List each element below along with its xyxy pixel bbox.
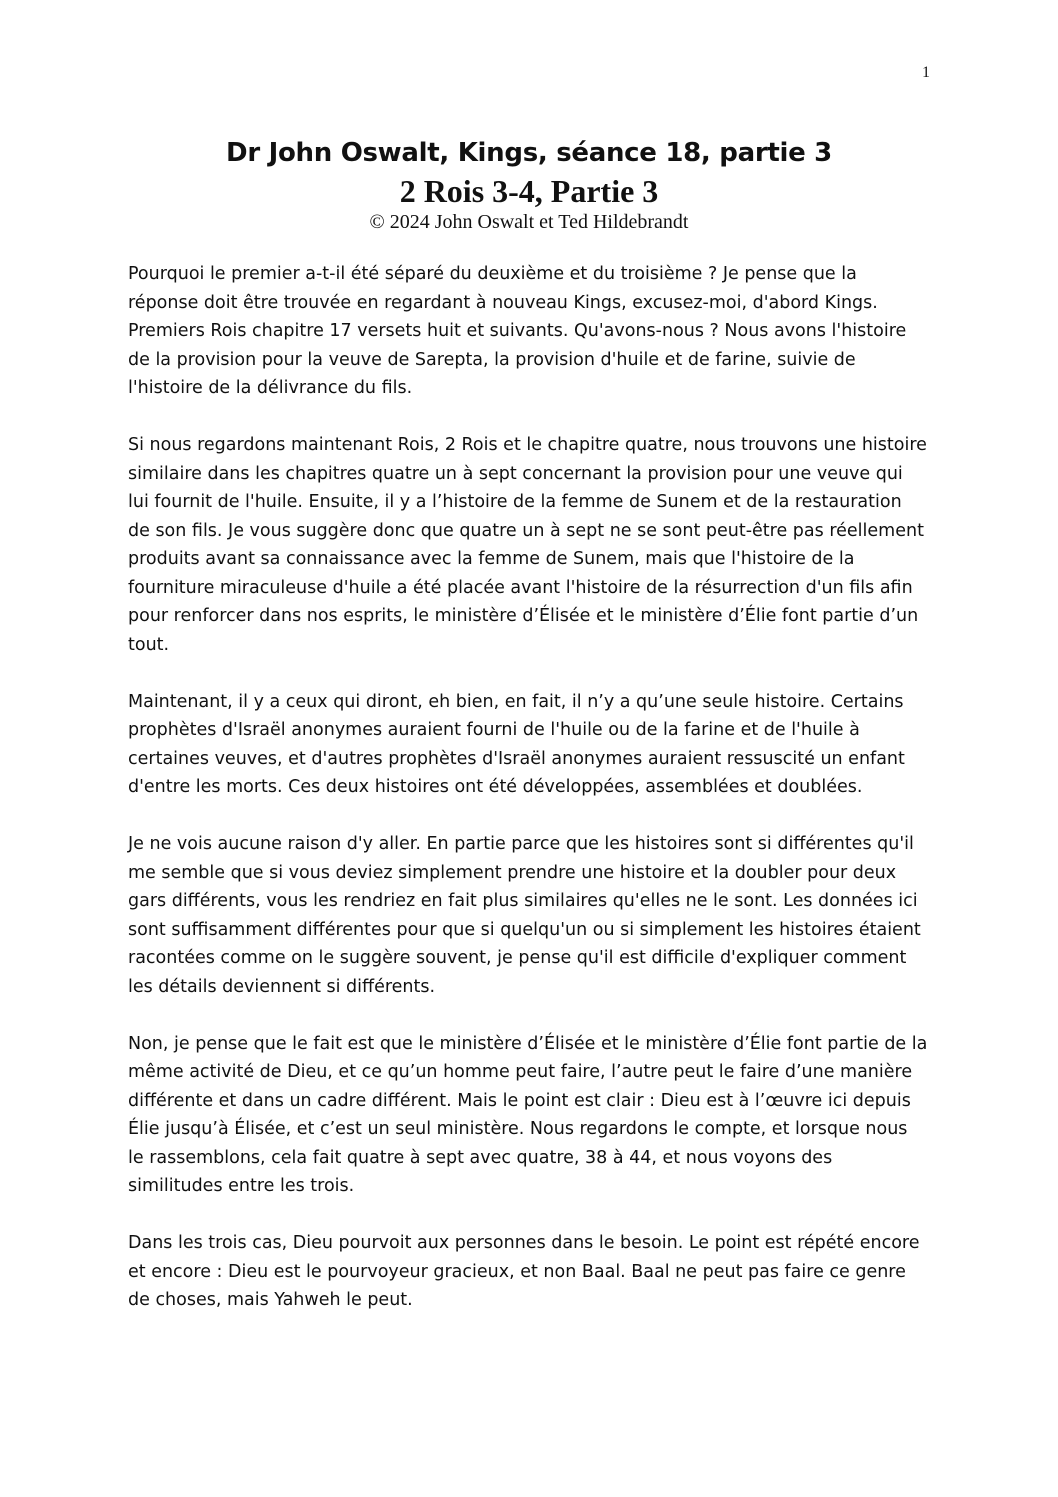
paragraph: Pourquoi le premier a-t-il été séparé du deuxième et du troisième ? Je pense que la réponse doit être trouvée en regardant à nouveau Kings, excusez-moi, d'abord Kings. Premiers Rois chapitre 17 versets huit et suivants. Qu'avons-nous ? Nous avons l'histoire de la provision pour la veuve de Sarepta, la provision d'huile et de farine, suivie de l'histoire de la délivrance du fils. [128, 264, 907, 398]
paragraph: Je ne vois aucune raison d'y aller. En partie parce que les histoires sont si différentes qu'il me semble que si vous deviez simplement prendre une histoire et la doubler pour deux gars différents, vous les rendriez en fait plus similaires qu'elles ne le sont. Les données ici sont suffisamment différentes pour que si quelqu'un ou si simplement les histoires étaient racontées comme on le suggère souvent, je pense qu'il est difficile d'expliquer comment les détails deviennent si différents. [128, 834, 921, 997]
document-subtitle: 2 Rois 3-4, Partie 3 [399, 173, 659, 209]
paragraph: Dans les trois cas, Dieu pourvoit aux personnes dans le besoin. Le point est répété encore et encore : Dieu est le pourvoyeur gracieux, et non Baal. Baal ne peut pas faire ce genre de choses, mais Yahweh le peut. [128, 1233, 920, 1310]
document-title: Dr John Oswalt, Kings, séance 18, partie 3 [226, 138, 832, 168]
paragraph: Si nous regardons maintenant Rois, 2 Rois et le chapitre quatre, nous trouvons une histoire similaire dans les chapitres quatre un à sept concernant la provision pour une veuve qui lui fournit de l'huile. Ensuite, il y a l’histoire de la femme de Sunem et de la restauration de son fils. Je vous suggère donc que quatre un à sept ne se sont peut-être pas réellement produits avant sa connaissance avec la femme de Sunem, mais que l'histoire de la fourniture miraculeuse d'huile a été placée avant l'histoire de la résurrection d'un fils afin pour renforcer dans nos esprits, le ministère d’Élisée et le ministère d’Élie font partie d’un tout. [128, 435, 927, 655]
document-header [0, 134, 1058, 234]
page-number: 1 [922, 64, 930, 81]
copyright-notice: © 2024 John Oswalt et Ted Hildebrandt [369, 211, 689, 233]
document-body [128, 260, 928, 1343]
paragraph: Non, je pense que le fait est que le ministère d’Élisée et le ministère d’Élie font partie de la même activité de Dieu, et ce qu’un homme peut faire, l’autre peut le faire d’une manière différente et dans un cadre différent. Mais le point est clair : Dieu est à l’œuvre ici depuis Élie jusqu’à Élisée, et c’est un seul ministère. Nous regardons le compte, et lorsque nous le rassemblons, cela fait quatre à sept avec quatre, 38 à 44, et nous voyons des similitudes entre les trois. [128, 1033, 928, 1196]
paragraph: Maintenant, il y a ceux qui diront, eh bien, en fait, il n’y a qu’une seule histoire. Certains prophètes d'Israël anonymes auraient fourni de l'huile ou de la farine et de l'huile à certaines veuves, et d'autres prophètes d'Israël anonymes auraient ressuscité un enfant d'entre les morts. Ces deux histoires ont été développées, assemblées et doublées. [128, 691, 905, 797]
